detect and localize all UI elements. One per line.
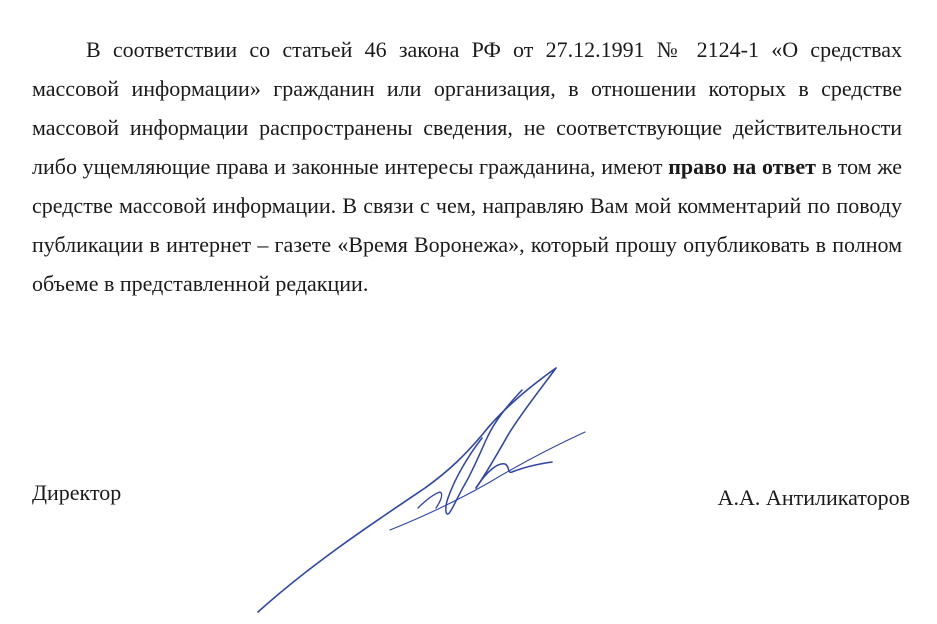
body-text-bold: право на ответ [668, 154, 816, 179]
body-text-part1: В соответствии со статьей 46 закона РФ от 27.12.1991 № 2124-1 «О средствах массовой информации» гражданин или организация, в отношении которых в средстве массовой информации распространены сведения, не соответствующие действительности либо ущемляющие права и законные интересы гражданина, имеют [32, 37, 902, 179]
signature-stroke-loop [446, 390, 522, 514]
letter-body-paragraph [32, 30, 902, 303]
signature-stroke-underline [390, 432, 585, 530]
signatory-name: А.А. Антиликаторов [717, 485, 910, 510]
handwritten-signature [250, 360, 650, 620]
signatory-title: Директор [32, 480, 122, 505]
signature-stroke-hook [418, 492, 442, 508]
body-text-part2: в том же средстве массовой информации. В связи с чем, направляю Вам мой комментарий по поводу публикации в интернет – газете «Время Воронежа», который прошу опубликовать в полном объеме в представленной редакции. [32, 154, 902, 296]
signature-stroke-main [258, 368, 556, 612]
